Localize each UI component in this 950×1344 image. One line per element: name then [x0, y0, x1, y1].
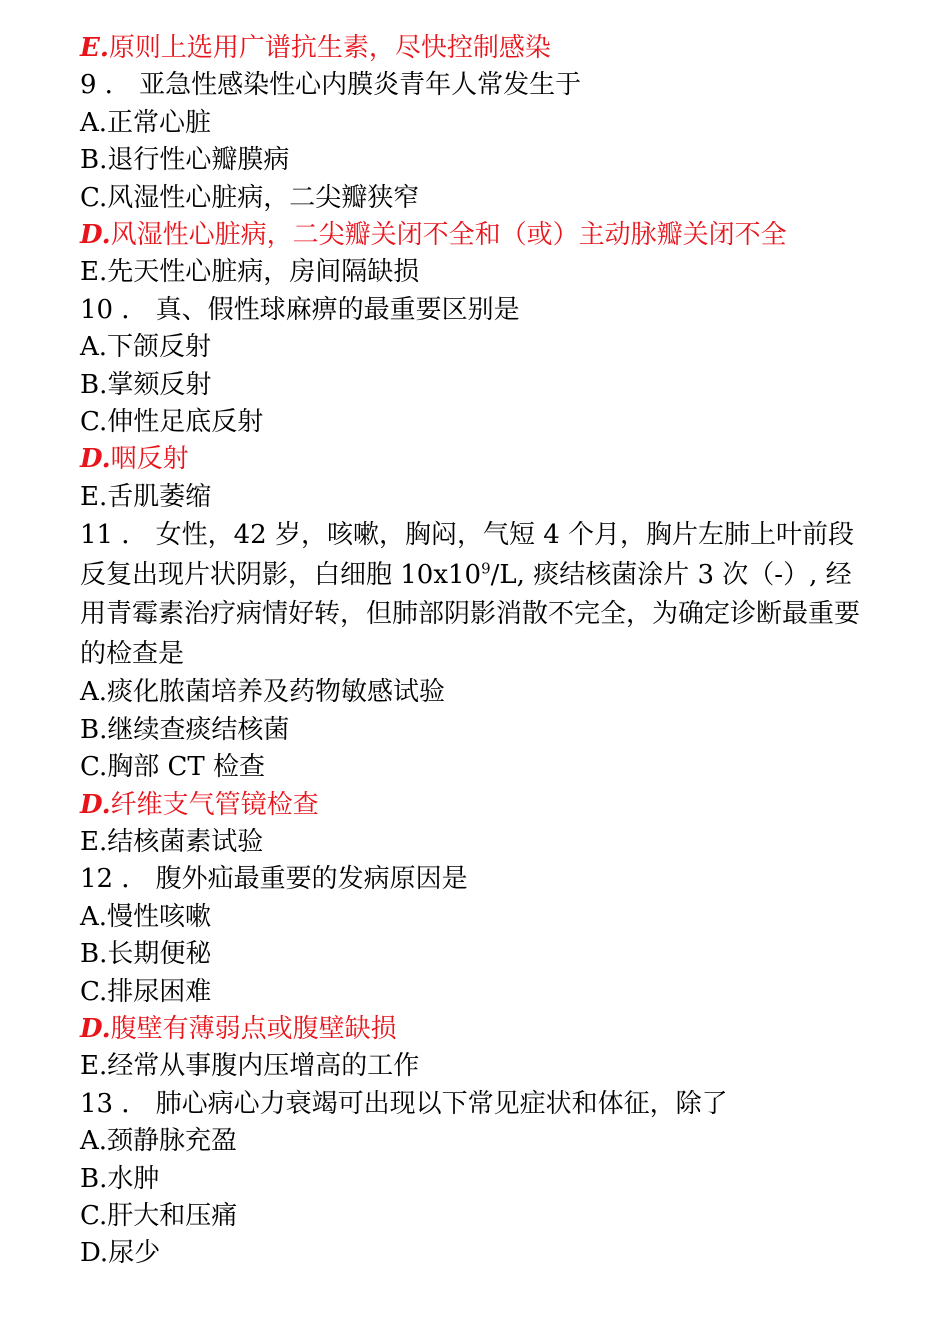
option-text: 胸部 CT 检查	[107, 752, 265, 783]
option-label: B.	[80, 1163, 108, 1194]
option-a	[80, 899, 870, 936]
option-text: 颈静脉充盈	[107, 1126, 238, 1157]
option-b	[80, 936, 870, 973]
option-text: 排尿困难	[107, 976, 212, 1007]
answer-option-d	[80, 1011, 870, 1048]
option-a	[80, 329, 870, 366]
option-text: 纤维支气管镜检查	[110, 789, 319, 820]
stem-text: /L, 痰结核菌涂片 3 次（-）, 经用青霉素治疗病情好转，但肺部阴影消散不完全，为确定诊断最重要的检查是	[80, 559, 861, 669]
option-label: C.	[80, 182, 108, 213]
option-b	[80, 1161, 870, 1198]
question-stem	[80, 516, 870, 674]
option-text: 原则上选用广谱抗生素，尽快控制感染	[108, 33, 551, 63]
option-text: 腹壁有薄弱点或腹壁缺损	[110, 1013, 397, 1044]
option-text: 掌颏反射	[107, 369, 212, 400]
option-text: 痰化脓菌培养及药物敏感试验	[107, 677, 446, 708]
option-label: C.	[80, 407, 108, 438]
option-text: 退行性心瓣膜病	[107, 145, 290, 176]
option-c	[80, 404, 870, 441]
option-text: 风湿性心脏病，二尖瓣关闭不全和（或）主动脉瓣关闭不全	[110, 220, 787, 251]
option-label: C.	[80, 752, 108, 783]
option-label: D.	[80, 789, 111, 820]
document-page	[80, 30, 870, 1273]
stem-text: 11 ． 女性，42 岁，咳嗽，胸闷，气短 4 个月，胸片左肺上叶前段反复出现片状阴影，白细胞 10x10	[80, 520, 855, 590]
option-d	[80, 1235, 870, 1272]
option-label: A.	[80, 677, 108, 708]
option-label: D.	[80, 220, 111, 251]
option-label: E.	[80, 826, 108, 857]
answer-option-e	[80, 30, 870, 67]
option-c	[80, 974, 870, 1011]
option-text: 肝大和压痛	[107, 1200, 238, 1231]
option-text: 水肿	[107, 1163, 160, 1194]
option-b	[80, 712, 870, 749]
option-label: E.	[80, 1051, 108, 1082]
option-label: A.	[80, 332, 108, 363]
option-label: E.	[80, 481, 108, 512]
option-text: 先天性心脏病，房间隔缺损	[107, 257, 420, 288]
option-label: C.	[80, 976, 108, 1007]
option-label: A.	[80, 107, 108, 138]
option-text: 经常从事腹内压增高的工作	[107, 1051, 420, 1082]
option-label: A.	[80, 1126, 108, 1157]
option-label: A.	[80, 901, 108, 932]
option-e	[80, 479, 870, 516]
option-e	[80, 1048, 870, 1085]
option-label: B.	[80, 369, 108, 400]
option-label: D.	[80, 1013, 111, 1044]
option-c	[80, 749, 870, 786]
option-text: 结核菌素试验	[107, 826, 264, 857]
option-c	[80, 180, 870, 217]
option-text: 下颌反射	[107, 332, 212, 363]
answer-option-d	[80, 787, 870, 824]
option-b	[80, 367, 870, 404]
option-e	[80, 824, 870, 861]
option-text: 长期便秘	[107, 939, 212, 970]
option-b	[80, 142, 870, 179]
option-text: 继续查痰结核菌	[107, 714, 290, 745]
option-label: D.	[80, 1238, 109, 1269]
option-a	[80, 674, 870, 711]
question-stem: 12 ． 腹外疝最重要的发病原因是	[80, 864, 468, 895]
option-text: 正常心脏	[107, 107, 212, 138]
option-label: E.	[80, 257, 108, 288]
question-stem: 9 ． 亚急性感染性心内膜炎青年人常发生于	[80, 70, 582, 101]
option-text: 咽反射	[110, 444, 189, 475]
option-text: 风湿性心脏病，二尖瓣狭窄	[107, 182, 420, 213]
option-text: 尿少	[108, 1238, 161, 1269]
option-label: C.	[80, 1200, 108, 1231]
option-a	[80, 1123, 870, 1160]
superscript: 9	[481, 559, 491, 578]
option-label: D.	[80, 444, 111, 475]
option-text: 慢性咳嗽	[107, 901, 212, 932]
option-c	[80, 1198, 870, 1235]
answer-option-d	[80, 441, 870, 478]
option-label: E.	[80, 33, 109, 63]
answer-option-d	[80, 217, 870, 254]
option-text: 舌肌萎缩	[107, 481, 212, 512]
option-label: B.	[80, 145, 108, 176]
option-a	[80, 105, 870, 142]
option-label: B.	[80, 939, 108, 970]
option-label: B.	[80, 714, 108, 745]
option-e	[80, 254, 870, 291]
question-stem: 10 ． 真、假性球麻痹的最重要区别是	[80, 294, 520, 325]
question-stem: 13 ． 肺心病心力衰竭可出现以下常见症状和体征，除了	[80, 1088, 728, 1119]
option-text: 伸性足底反射	[107, 407, 264, 438]
